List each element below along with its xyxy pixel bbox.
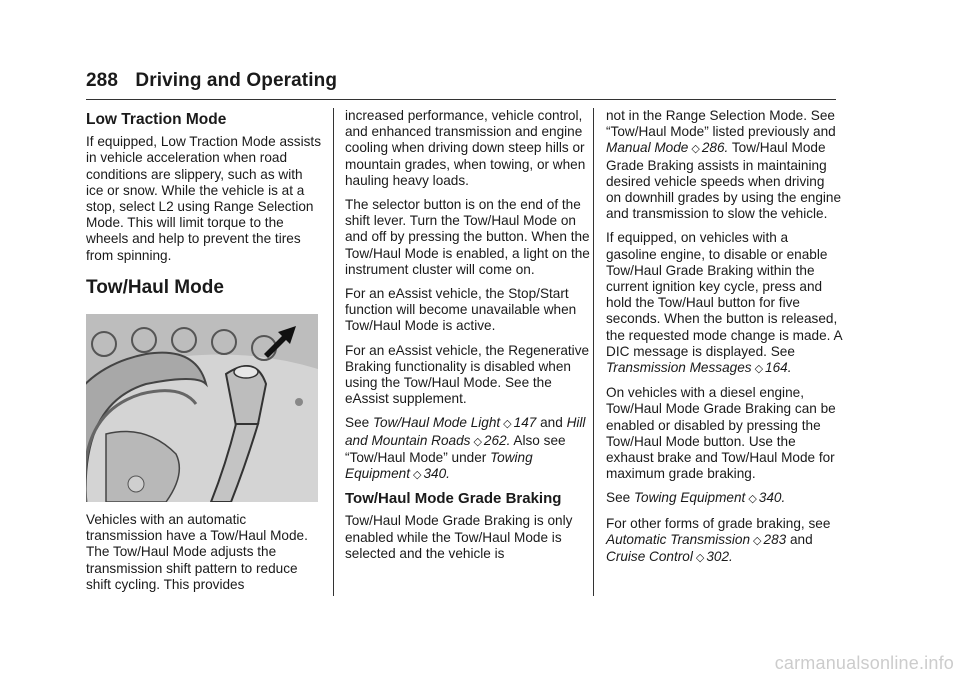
link-automatic-transmission[interactable]: Automatic Transmission [606, 531, 751, 547]
page-reference-icon: ◇ [503, 418, 512, 431]
paragraph: not in the Range Selection Mode. See “Tow/Haul Mode” listed previously and Manual Mode ◇ 286. Tow/Haul Mode Grade Braking assists in maintaining desired vehicle speeds when driving on downhill grades by using the engine and transmission to slow the vehicle. [606, 108, 842, 222]
link-towing-equipment[interactable]: Towing Equipment [345, 449, 533, 482]
paragraph: For an eAssist vehicle, the Regenerative Braking functionality is disabled when using the Tow/Haul Mode. See the eAssist supplement. [345, 342, 590, 407]
link-transmission-messages[interactable]: Transmission Messages [606, 360, 752, 376]
link-tow-haul-mode-light[interactable]: Tow/Haul Mode Light [372, 415, 501, 431]
heading-tow-haul-mode: Tow/Haul Mode [86, 276, 224, 298]
paragraph: The selector button is on the end of the shift lever. Turn the Tow/Haul Mode on and off by pressing the button. When the Tow/Haul Mode is enabled, a light on the instrument cluster will come on. [345, 197, 590, 277]
page-reference-icon: ◇ [753, 534, 762, 547]
paragraph: Vehicles with an automatic transmission have a Tow/Haul Mode. The Tow/Haul Mode adjusts the transmission shift pattern to reduce shift cycling. This provides [86, 512, 308, 592]
link-hill-and-mountain-roads[interactable]: Hill and Mountain Roads [345, 415, 586, 448]
column-3 [606, 108, 842, 574]
link-towing-equipment[interactable]: Towing Equipment [633, 490, 746, 506]
page-number: 288 [86, 70, 119, 91]
header-rule [86, 99, 836, 100]
paragraph: If equipped, Low Traction Mode assists in vehicle acceleration when road conditions are slippery, such as with ice or snow. While the vehicle is at a stop, select L2 using Range Selection Mode. This will limit torque to the wheels and help to prevent the tires from spinning. [86, 134, 321, 263]
shift-lever-illustration [86, 314, 318, 502]
paragraph-references: See Tow/Haul Mode Light ◇ 147 and Hill and Mountain Roads ◇ 262. Also see “Tow/Haul Mode” under Towing Equipment ◇ 340. [345, 415, 586, 482]
paragraph: For an eAssist vehicle, the Stop/Start function will become unavailable when Tow/Haul Mode is active. [345, 286, 577, 334]
heading-low-traction-mode: Low Traction Mode [86, 111, 227, 128]
page-reference-icon: ◇ [473, 435, 482, 448]
paragraph: See Towing Equipment ◇ 340. [606, 490, 786, 506]
page-reference-icon: ◇ [754, 363, 764, 376]
page-reference-icon: ◇ [748, 493, 757, 506]
page-reference-icon: ◇ [413, 469, 422, 482]
column-1 [86, 108, 322, 601]
heading-grade-braking: Tow/Haul Mode Grade Braking [345, 490, 562, 508]
paragraph: On vehicles with a diesel engine, Tow/Haul Mode Grade Braking can be enabled or disabled by pressing the Tow/Haul Mode button. Use the exhaust brake and Tow/Haul Mode for maximum grade braking. [606, 385, 836, 482]
link-manual-mode[interactable]: Manual Mode [606, 140, 689, 156]
paragraph: increased performance, vehicle control, and enhanced transmission and engine cooling when driving down steep hills or mountain grades, when towing, or when hauling heavy loads. [345, 108, 586, 188]
link-cruise-control[interactable]: Cruise Control [606, 549, 693, 565]
section-title: Driving and Operating [135, 70, 338, 91]
page-reference-icon: ◇ [691, 143, 700, 156]
page-header [86, 70, 337, 92]
column-divider [593, 108, 594, 596]
paragraph: Tow/Haul Mode Grade Braking is only enabled while the Tow/Haul Mode is selected and the vehicle is [345, 513, 573, 561]
watermark: carmanualsonline.info [774, 653, 954, 673]
column-divider [333, 108, 334, 596]
paragraph: For other forms of grade braking, see Automatic Transmission ◇ 283 and Cruise Control ◇ 302. [606, 515, 831, 565]
page-reference-icon: ◇ [695, 552, 705, 565]
paragraph: If equipped, on vehicles with a gasoline engine, to disable or enable Tow/Haul Grade Braking within the current ignition key cycle, press and hold the Tow/Haul button for five seconds. When the button is released, the requested mode change is made. A DIC message is displayed. See Transmission Messages ◇ 164. [606, 230, 842, 376]
column-2 [345, 108, 590, 570]
